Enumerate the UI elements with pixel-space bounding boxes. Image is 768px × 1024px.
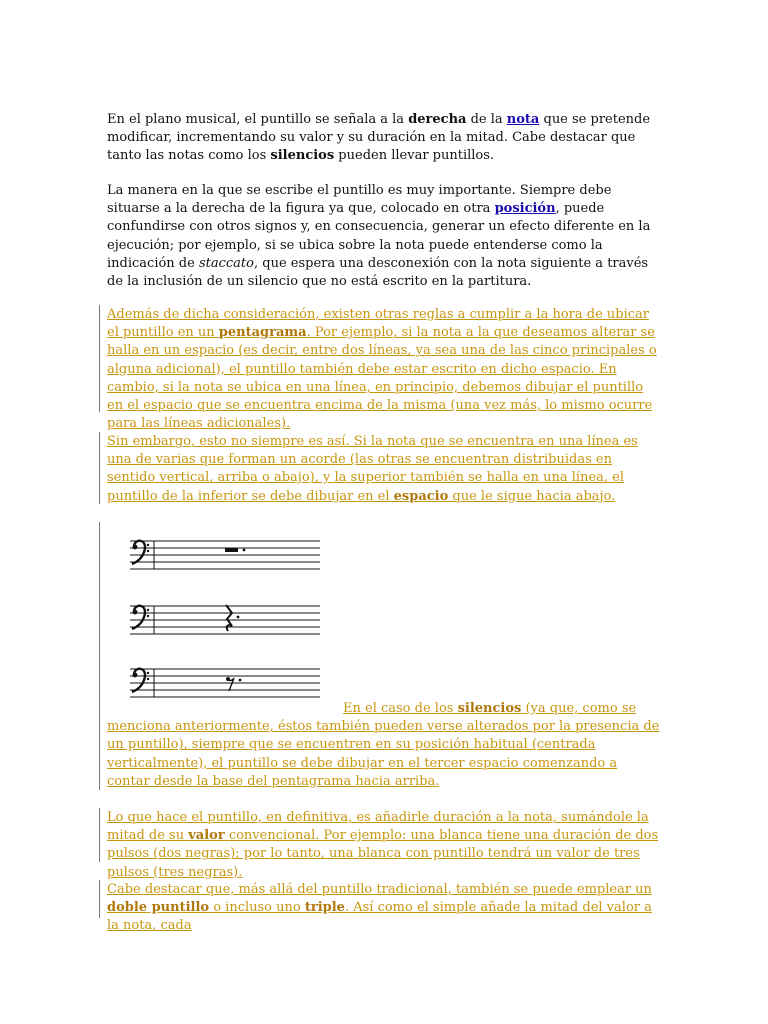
link-posicion[interactable]: posición	[494, 201, 556, 217]
music-staff-figure	[126, 533, 326, 703]
half-rest-icon	[225, 548, 238, 552]
bold-text: derecha	[408, 112, 467, 127]
paragraph-intro	[107, 111, 663, 166]
bold-text: doble puntillo	[107, 900, 210, 916]
text: que se pretende modificar, incrementando su valor y su duración en la mitad. Cabe destacar que tanto las notas como los	[107, 112, 651, 164]
change-bar	[99, 522, 100, 790]
bold-text: pentagrama	[218, 325, 307, 341]
eighth-rest-icon	[226, 677, 234, 691]
text: pueden llevar puntillos.	[334, 148, 495, 164]
text: Además de dicha consideración, existen otras reglas a cumplir a la hora de ubicar el puntillo en un	[107, 307, 649, 341]
change-bar	[99, 808, 100, 862]
text: En el caso de los	[343, 701, 458, 716]
bass-clef-icon	[132, 541, 149, 564]
text: que le sigue hacia abajo.	[448, 488, 616, 504]
dot-icon	[243, 549, 246, 552]
text: , puede confundirse con otros signos y, en consecuencia, generar un efecto diferente en la ejecución; por ejemplo, si se ubica sobre la nota puede entenderse como la indicación de	[107, 201, 651, 271]
paragraph-manera	[107, 182, 663, 291]
change-bar	[99, 432, 100, 504]
paragraph-doble-puntillo	[107, 881, 663, 936]
staff-1	[130, 541, 320, 569]
text: de la	[466, 112, 507, 127]
change-bar	[99, 305, 100, 412]
bold-text: triple	[304, 900, 345, 916]
text: Sin embargo, esto no siempre es así. Si la nota que se encuentra en una línea es una de varias que forman un acorde (las otras se encuentran distribuidas en sentido vertical, arriba o abajo), y la superior también se halla en una línea, el puntillo de la inferior se debe dibujar en el	[107, 434, 638, 504]
paragraph-silencios	[107, 700, 663, 791]
dot-icon	[237, 616, 240, 619]
text: , que espera una desconexión con la nota siguiente a través de la inclusión de un silencio que no está escrito en la partitura.	[107, 255, 649, 290]
bold-text: valor	[188, 828, 225, 844]
bass-clef-icon	[132, 669, 149, 692]
bold-text: espacio	[393, 488, 449, 504]
italic-text: staccato	[198, 255, 254, 271]
text: convencional. Por ejemplo: una blanca tiene una duración de dos pulsos (dos negras); por lo tanto, una blanca con puntillo tendrá un valor de tres pulsos (tres negras).	[107, 828, 659, 880]
link-nota[interactable]: nota	[506, 112, 540, 127]
text: Lo que hace el puntillo, en definitiva, es añadirle duración a la nota, sumándole la mitad de su	[107, 810, 649, 844]
text: o incluso uno	[209, 900, 305, 916]
paragraph-valor	[107, 809, 663, 882]
text: (ya que, como se menciona anteriormente, éstos también pueden verse alterados por la presencia de un puntillo), siempre que se encuentren en su posición habitual (centrada verticalmente), el puntillo se debe dibujar en el tercer espacio comenzando a contar desde la base del pentagrama hacia arriba.	[107, 701, 660, 789]
text: . Así como el simple añade la mitad del valor a la nota, cada	[107, 900, 652, 934]
change-bar	[99, 880, 100, 918]
text: . Por ejemplo, si la nota a la que deseamos alterar se halla en un espacio (es decir, entre dos líneas, ya sea una de las cinco principales o alguna adicional), el puntillo también debe estar escrito en dicho espacio. En cambio, si la nota se ubica en una línea, en principio, debemos dibujar el puntillo en el espacio que se encuentra encima de la misma (una vez más, lo mismo ocurre para las líneas adicionales).	[107, 325, 657, 432]
bass-clef-icon	[132, 606, 149, 629]
bold-text: silencios	[270, 148, 335, 164]
staff-3	[130, 669, 320, 697]
dot-icon	[239, 679, 242, 682]
bold-text: silencios	[457, 701, 522, 716]
paragraph-acorde	[107, 433, 663, 506]
text: Cabe destacar que, más allá del puntillo tradicional, también se puede emplear un	[107, 882, 652, 897]
text: En el plano musical, el puntillo se señala a la	[107, 112, 409, 127]
staff-2	[130, 606, 320, 634]
text: La manera en la que se escribe el puntillo es muy importante. Siempre debe situarse a la derecha de la figura ya que, colocado en otra	[107, 183, 612, 217]
paragraph-pentagrama	[107, 306, 663, 433]
